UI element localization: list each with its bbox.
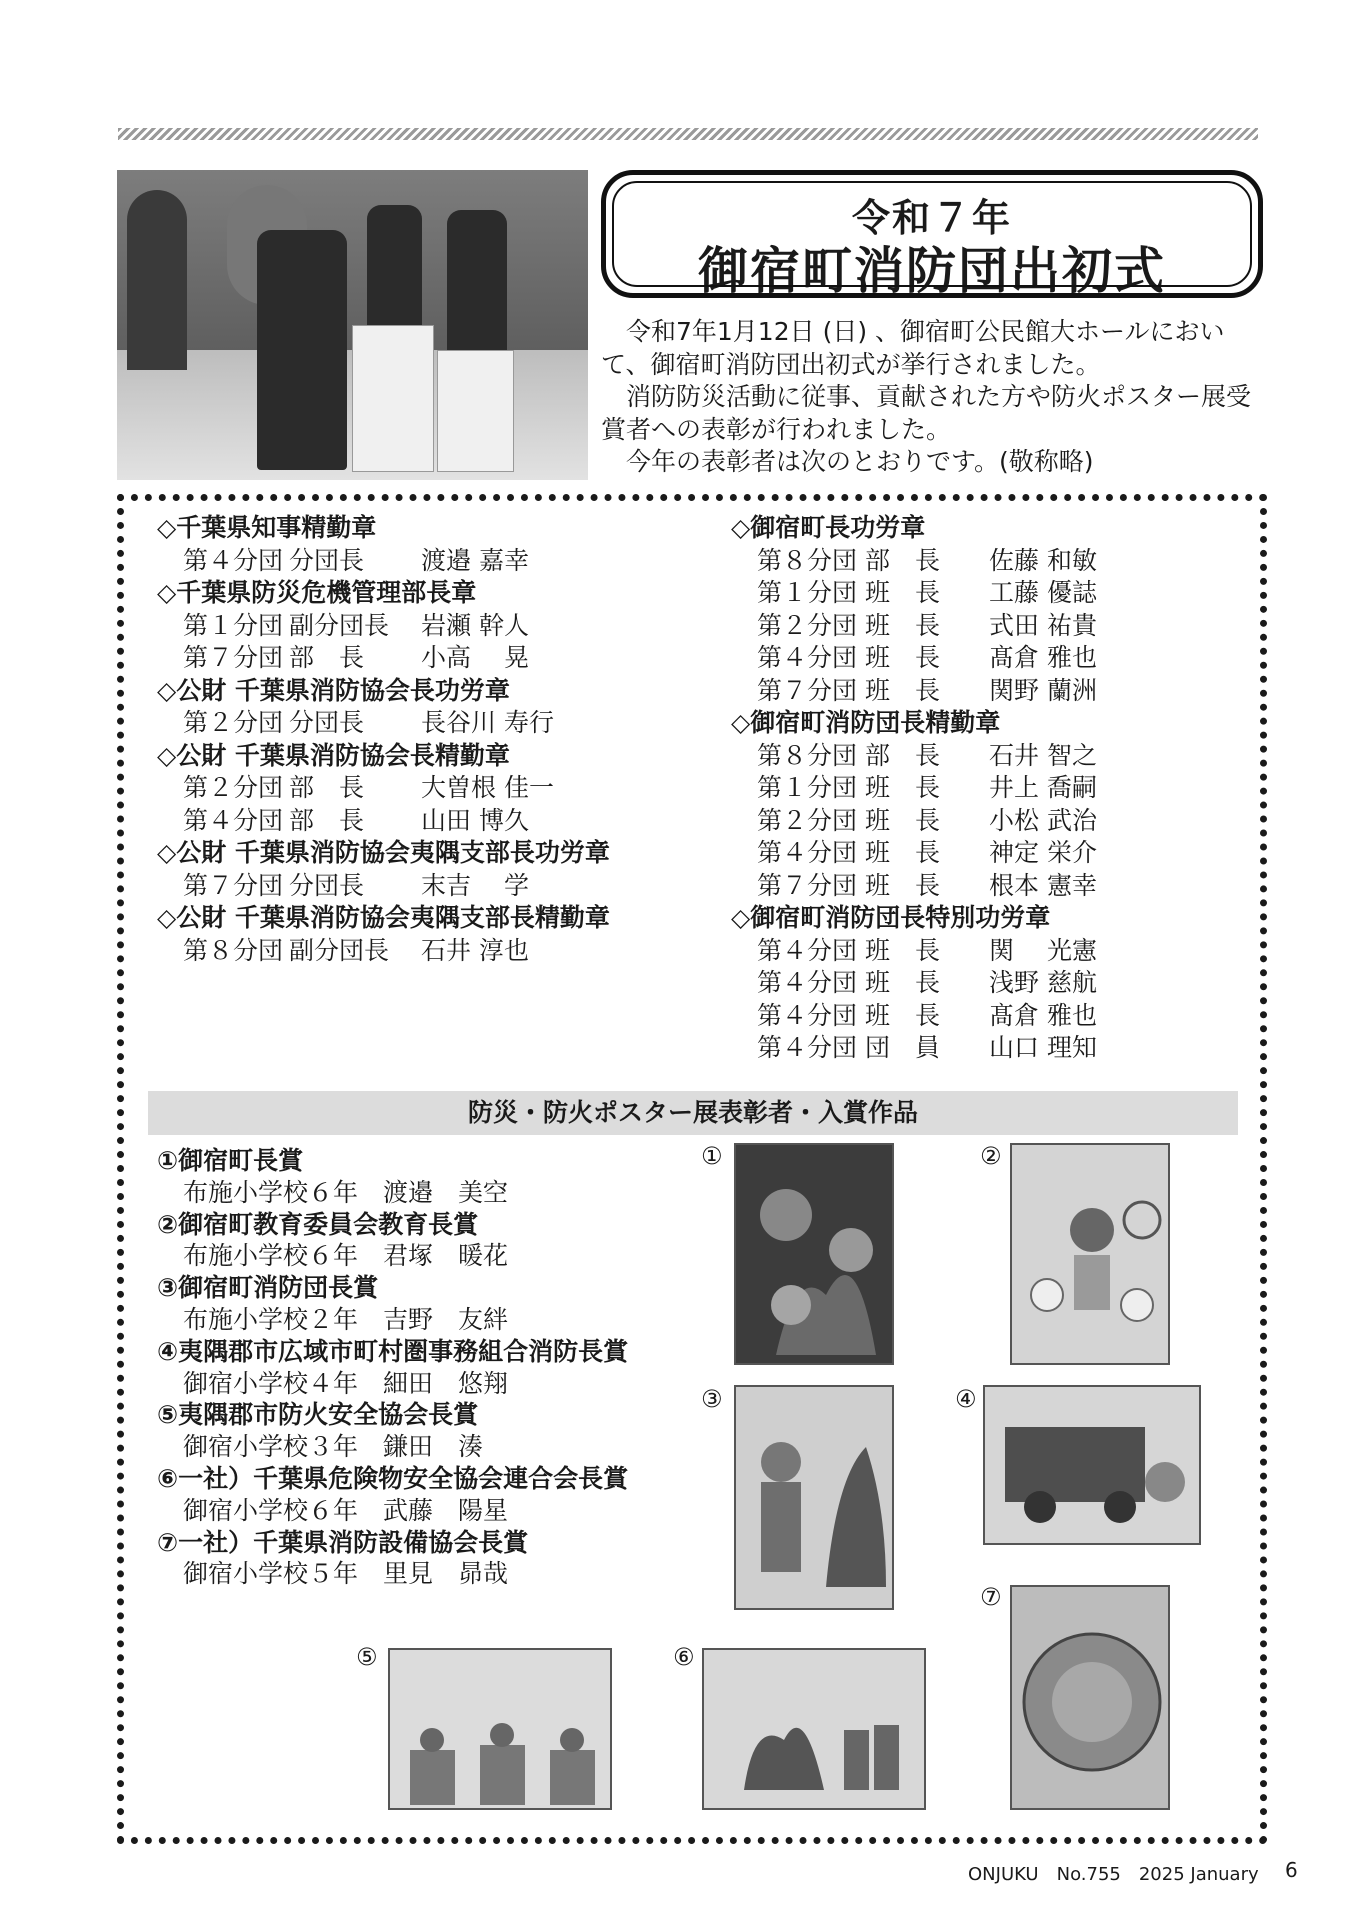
award-heading: ◇御宿町長功労章 (731, 513, 926, 542)
recipient-rank: 班 長 (865, 578, 941, 607)
recipient-name: 山口 理知 (989, 1033, 1097, 1062)
award-heading: ◇千葉県知事精勤章 (157, 513, 377, 542)
poster-section-title: 防災・防火ポスター展表彰者・入賞作品 (148, 1091, 1238, 1135)
intro-paragraph: 今年の表彰者は次のとおりです。(敬称略) (601, 447, 1094, 476)
poster-award-heading: ⑤夷隅郡市防火安全協会長賞 (157, 1400, 479, 1430)
recipient-unit: 第２分団 (183, 708, 284, 737)
recipient-row (731, 1000, 1097, 1033)
recipient-rank: 分団長 (289, 708, 365, 737)
poster-award-winner: 御宿小学校４年 細田 悠翔 (183, 1368, 509, 1398)
poster-artwork-5 (388, 1648, 612, 1810)
poster-number: ③ (701, 1385, 723, 1413)
recipient-rank: 班 長 (865, 838, 941, 867)
award-heading: ◇御宿町消防団長特別功労章 (731, 903, 1051, 932)
award-heading: ◇千葉県防災危機管理部長章 (157, 578, 477, 607)
recipient-row (731, 805, 1097, 838)
recipient-unit: 第７分団 (757, 675, 858, 705)
poster-award-heading: ②御宿町教育委員会教育長賞 (157, 1209, 479, 1239)
intro-text (601, 316, 1273, 479)
recipient-unit: 第４分団 (757, 968, 858, 997)
poster-number: ② (980, 1142, 1002, 1170)
poster-award-winner: 御宿小学校６年 武藤 陽星 (183, 1495, 509, 1525)
recipient-rank: 部 長 (289, 773, 365, 802)
page-number: 6 (1285, 1858, 1298, 1882)
recipient-name: 小松 武治 (989, 805, 1097, 835)
recipient-unit: 第４分団 (757, 935, 858, 965)
recipient-rank: 班 長 (865, 643, 941, 672)
recipient-row (731, 577, 1097, 610)
intro-paragraph: 令和7年1月12日 (日) 、御宿町公民館大ホールにおいて、御宿町消防団出初式が挙行されました。 (601, 317, 1225, 379)
recipient-name: 関 光憲 (989, 935, 1097, 965)
recipient-name: 岩瀬 幹人 (421, 610, 529, 640)
poster-number: ⑦ (980, 1583, 1002, 1611)
recipient-unit: 第７分団 (183, 870, 284, 900)
recipient-row (157, 707, 610, 740)
recipient-unit: 第８分団 (757, 740, 858, 770)
recipient-name: 石井 智之 (989, 740, 1097, 770)
recipient-row (157, 610, 610, 643)
recipient-unit: 第８分団 (757, 545, 858, 575)
recipient-name: 渡邉 嘉幸 (421, 545, 529, 575)
recipient-row (731, 935, 1097, 968)
recipient-row (731, 837, 1097, 870)
recipient-row (731, 675, 1097, 708)
recipient-unit: 第４分団 (757, 1000, 858, 1030)
recipient-unit: 第４分団 (757, 1033, 858, 1062)
poster-award-winner: 御宿小学校５年 里見 昴哉 (183, 1559, 509, 1589)
recipient-unit: 第７分団 (757, 870, 858, 900)
poster-award-heading: ⑥一社）千葉県危険物安全協会連合会長賞 (157, 1463, 629, 1493)
recipient-row (731, 870, 1097, 903)
recipient-name: 小高 晃 (421, 643, 529, 672)
recipient-rank: 団 員 (865, 1033, 941, 1062)
recipient-unit: 第２分団 (757, 805, 858, 835)
poster-award-winner: 布施小学校６年 君塚 暖花 (183, 1241, 509, 1271)
poster-award-heading: ⑦一社）千葉県消防設備協会長賞 (157, 1527, 529, 1557)
recipient-unit: 第２分団 (757, 610, 858, 640)
recipient-row (157, 642, 610, 675)
title-box (601, 170, 1263, 298)
recipient-name: 式田 祐貴 (989, 610, 1097, 640)
recipient-name: 根本 憲幸 (989, 870, 1097, 900)
recipient-unit: 第１分団 (183, 610, 284, 640)
recipient-unit: 第４分団 (183, 545, 284, 575)
poster-number: ⑤ (356, 1643, 378, 1671)
poster-artwork-7 (1010, 1585, 1170, 1810)
award-heading: ◇公財 千葉県消防協会夷隅支部長功労章 (157, 838, 610, 867)
recipient-rank: 班 長 (865, 935, 941, 965)
recipient-name: 髙倉 雅也 (989, 643, 1097, 672)
poster-number: ① (701, 1142, 723, 1170)
ceremony-photo (117, 170, 588, 480)
recipient-name: 神定 栄介 (989, 838, 1097, 867)
recipient-unit: 第１分団 (757, 578, 858, 607)
title-main: 御宿町消防団出初式 (698, 242, 1166, 300)
poster-award-heading: ①御宿町長賞 (157, 1146, 304, 1175)
recipient-rank: 副分団長 (289, 610, 390, 640)
recipient-name: 長谷川 寿行 (421, 708, 554, 737)
recipient-rank: 部 長 (289, 805, 365, 835)
recipient-name: 関野 蘭洲 (989, 675, 1097, 705)
award-heading: ◇御宿町消防団長精勤章 (731, 708, 1001, 737)
recipient-rank: 副分団長 (289, 935, 390, 965)
award-heading: ◇公財 千葉県消防協会長精勤章 (157, 740, 510, 770)
poster-award-heading: ④夷隅郡市広域市町村圏事務組合消防長賞 (157, 1336, 629, 1366)
left-honors-column (157, 512, 610, 967)
recipient-rank: 班 長 (865, 805, 941, 835)
recipient-name: 石井 淳也 (421, 935, 529, 965)
recipient-row (157, 870, 610, 903)
recipient-row (157, 545, 610, 578)
intro-paragraph: 消防防災活動に従事、貢献された方や防火ポスター展受賞者への表彰が行われました。 (601, 382, 1252, 444)
poster-award-heading: ③御宿町消防団長賞 (157, 1273, 379, 1303)
footer-issue: ONJUKU No.755 2025 January (968, 1864, 1259, 1885)
recipient-unit: 第８分団 (183, 935, 284, 965)
recipient-name: 山田 博久 (421, 805, 529, 835)
recipient-row (731, 610, 1097, 643)
poster-artwork-6 (702, 1648, 926, 1810)
award-heading: ◇公財 千葉県消防協会長功労章 (157, 675, 510, 705)
right-honors-column (731, 512, 1097, 1065)
recipient-name: 工藤 優誌 (989, 578, 1097, 607)
poster-number: ⑥ (673, 1643, 695, 1671)
recipient-name: 末吉 学 (421, 870, 529, 900)
poster-award-winner: 布施小学校６年 渡邉 美空 (183, 1177, 509, 1207)
award-heading: ◇公財 千葉県消防協会夷隅支部長精勤章 (157, 903, 610, 932)
recipient-row (731, 642, 1097, 675)
recipient-row (731, 967, 1097, 1000)
recipient-rank: 班 長 (865, 610, 941, 640)
poster-number: ④ (955, 1385, 977, 1413)
recipient-unit: 第７分団 (183, 643, 284, 672)
decorative-hatch-rule (118, 128, 1258, 140)
recipient-unit: 第２分団 (183, 773, 284, 802)
recipient-rank: 班 長 (865, 870, 941, 900)
recipient-rank: 分団長 (289, 870, 365, 900)
recipient-name: 井上 喬嗣 (989, 773, 1097, 802)
recipient-name: 佐藤 和敏 (989, 545, 1097, 575)
recipient-unit: 第４分団 (183, 805, 284, 835)
recipient-row (157, 805, 610, 838)
recipient-rank: 部 長 (865, 545, 941, 575)
recipient-unit: 第４分団 (757, 838, 858, 867)
recipient-rank: 部 長 (289, 643, 365, 672)
poster-artwork-2 (1010, 1143, 1170, 1365)
recipient-rank: 部 長 (865, 740, 941, 770)
poster-artwork-4 (983, 1385, 1201, 1545)
recipient-name: 浅野 慈航 (989, 968, 1097, 997)
title-year: 令和７年 (851, 196, 1012, 240)
recipient-rank: 班 長 (865, 773, 941, 802)
recipient-row (157, 772, 610, 805)
poster-artwork-3 (734, 1385, 894, 1610)
recipient-row (731, 545, 1097, 578)
recipient-unit: 第４分団 (757, 643, 858, 672)
recipient-row (731, 1032, 1097, 1065)
poster-award-list (157, 1145, 628, 1590)
recipient-row (157, 935, 610, 968)
poster-award-winner: 布施小学校２年 吉野 友絆 (183, 1304, 509, 1334)
poster-artwork-1 (734, 1143, 894, 1365)
recipient-name: 髙倉 雅也 (989, 1000, 1097, 1030)
recipient-name: 大曽根 佳一 (421, 773, 554, 802)
recipient-rank: 分団長 (289, 545, 365, 575)
recipient-row (731, 740, 1097, 773)
recipient-row (731, 772, 1097, 805)
poster-award-winner: 御宿小学校３年 鎌田 湊 (183, 1432, 484, 1462)
recipient-rank: 班 長 (865, 675, 941, 705)
recipient-unit: 第１分団 (757, 773, 858, 802)
recipient-rank: 班 長 (865, 1000, 941, 1030)
recipient-rank: 班 長 (865, 968, 941, 997)
